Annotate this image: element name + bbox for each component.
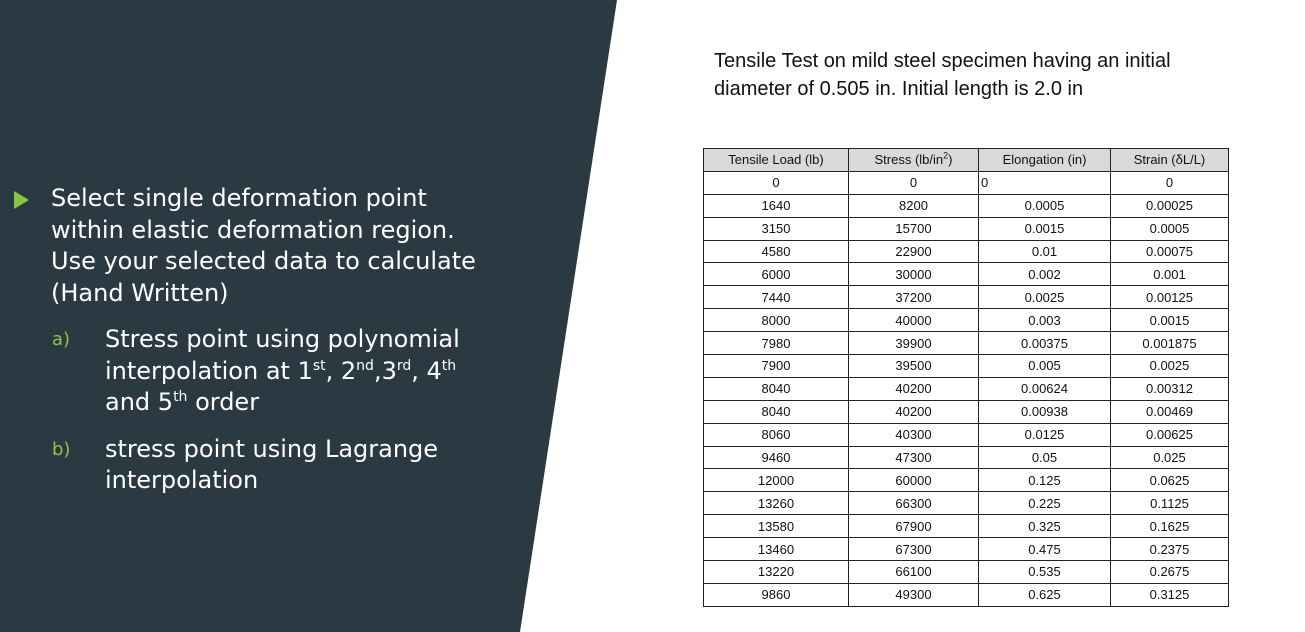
test-description: Tensile Test on mild steel specimen having an initial diameter of 0.505 in. Initial length is 2.0 in [714,50,1171,100]
header-stress-close: ) [948,152,953,168]
tensile-data-table-wrap [703,148,1229,607]
cell-tensile-load: 7980 [704,332,849,355]
cell-elongation: 0.0005 [979,194,1111,217]
table-row [704,217,1229,240]
sub-bullet-a [52,324,494,419]
cell-strain: 0.0025 [1111,355,1229,378]
table-row [704,263,1229,286]
triangle-bullet-icon [14,191,29,209]
table-row [704,400,1229,423]
table-row [704,171,1229,194]
sub-a-sup-1: st [312,357,326,374]
header-stress-label: Stress (lb/in [874,152,944,168]
cell-strain: 0.1125 [1111,492,1229,515]
cell-strain: 0.00312 [1111,377,1229,400]
cell-strain: 0.0015 [1111,309,1229,332]
header-elongation: Elongation (in) [979,149,1111,172]
sub-a-sep-3: , 4 [411,356,442,385]
table-header-row [704,149,1229,172]
cell-elongation: 0.00375 [979,332,1111,355]
table-body [704,171,1229,606]
header-stress-sup: 2 [943,151,949,162]
header-strain: Strain (δL/L) [1111,149,1229,172]
cell-tensile-load: 8000 [704,309,849,332]
sub-a-sup-5: th [173,389,188,405]
main-bullet [14,183,494,309]
cell-elongation: 0.005 [979,355,1111,378]
table-row [704,355,1229,378]
cell-elongation: 0.225 [979,492,1111,515]
cell-elongation: 0.05 [979,446,1111,469]
table-row [704,515,1229,538]
sub-bullet-b-letter: b) [52,438,71,460]
table-row [704,446,1229,469]
cell-strain: 0.1625 [1111,515,1229,538]
table-row [704,583,1229,606]
header-tensile-load: Tensile Load (lb) [704,149,849,172]
bullet-list [14,183,494,512]
tensile-data-table [703,148,1229,607]
cell-tensile-load: 13220 [704,561,849,584]
cell-stress: 0 [849,171,979,194]
cell-tensile-load: 8040 [704,400,849,423]
cell-tensile-load: 9860 [704,583,849,606]
cell-strain: 0.00075 [1111,240,1229,263]
main-bullet-text: Select single deformation point within elastic deformation region. Use your selected data to calculate (Hand Written) [51,184,476,307]
header-stress [849,149,979,172]
cell-elongation: 0.00938 [979,400,1111,423]
sub-bullet-b-text: stress point using Lagrange interpolation [105,434,439,494]
sub-bullet-a-letter: a) [52,329,71,350]
cell-stress: 66300 [849,492,979,515]
cell-elongation: 0.325 [979,515,1111,538]
cell-tensile-load: 0 [704,171,849,194]
table-row [704,538,1229,561]
cell-strain: 0.0005 [1111,217,1229,240]
cell-tensile-load: 8040 [704,377,849,400]
sub-a-sep-2: ,3 [373,356,397,385]
sub-a-sup-3: rd [396,357,412,374]
cell-elongation: 0.00624 [979,377,1111,400]
cell-elongation: 0.003 [979,309,1111,332]
cell-elongation: 0.0125 [979,423,1111,446]
cell-stress: 67300 [849,538,979,561]
cell-stress: 40200 [849,400,979,423]
sub-a-end: order [187,388,260,416]
cell-strain: 0.00025 [1111,194,1229,217]
cell-elongation: 0.125 [979,469,1111,492]
cell-elongation: 0.01 [979,240,1111,263]
sub-a-part-1: Stress point using polynomial interpolation at 1 [105,325,460,385]
table-row [704,332,1229,355]
cell-strain: 0.00125 [1111,286,1229,309]
cell-strain: 0.001 [1111,263,1229,286]
table-row [704,561,1229,584]
cell-stress: 8200 [849,194,979,217]
sub-a-sup-4: th [441,357,457,374]
cell-tensile-load: 3150 [704,217,849,240]
cell-stress: 40200 [849,377,979,400]
table-row [704,309,1229,332]
cell-tensile-load: 12000 [704,469,849,492]
cell-elongation: 0.535 [979,561,1111,584]
cell-tensile-load: 13460 [704,538,849,561]
cell-tensile-load: 8060 [704,423,849,446]
cell-strain: 0.00625 [1111,423,1229,446]
cell-stress: 60000 [849,469,979,492]
cell-stress: 39900 [849,332,979,355]
cell-strain: 0 [1111,171,1229,194]
table-row [704,194,1229,217]
table-row [704,423,1229,446]
cell-strain: 0.001875 [1111,332,1229,355]
sub-bullet-b [52,434,494,497]
sub-bullet-a-text [105,324,494,419]
cell-strain: 0.2375 [1111,538,1229,561]
table-row [704,469,1229,492]
cell-tensile-load: 6000 [704,263,849,286]
cell-tensile-load: 13580 [704,515,849,538]
sub-a-sep-1: , 2 [325,356,357,385]
cell-strain: 0.3125 [1111,583,1229,606]
cell-elongation: 0.0025 [979,286,1111,309]
cell-elongation: 0.002 [979,263,1111,286]
cell-elongation: 0 [979,171,1111,194]
cell-strain: 0.025 [1111,446,1229,469]
cell-tensile-load: 9460 [704,446,849,469]
cell-elongation: 0.475 [979,538,1111,561]
cell-stress: 66100 [849,561,979,584]
cell-stress: 15700 [849,217,979,240]
cell-stress: 37200 [849,286,979,309]
cell-stress: 39500 [849,355,979,378]
sub-a-sep-4: and 5 [105,388,174,416]
cell-tensile-load: 7900 [704,355,849,378]
cell-tensile-load: 4580 [704,240,849,263]
cell-stress: 67900 [849,515,979,538]
table-row [704,492,1229,515]
cell-stress: 40000 [849,309,979,332]
cell-stress: 22900 [849,240,979,263]
table-row [704,377,1229,400]
cell-stress: 49300 [849,583,979,606]
sub-a-sup-2: nd [356,357,374,374]
cell-elongation: 0.0015 [979,217,1111,240]
cell-elongation: 0.625 [979,583,1111,606]
cell-strain: 0.2675 [1111,561,1229,584]
cell-stress: 40300 [849,423,979,446]
table-row [704,240,1229,263]
cell-tensile-load: 13260 [704,492,849,515]
cell-strain: 0.0625 [1111,469,1229,492]
cell-stress: 30000 [849,263,979,286]
sub-bullet-list [52,324,494,497]
cell-strain: 0.00469 [1111,400,1229,423]
cell-tensile-load: 1640 [704,194,849,217]
cell-tensile-load: 7440 [704,286,849,309]
cell-stress: 47300 [849,446,979,469]
table-row [704,286,1229,309]
